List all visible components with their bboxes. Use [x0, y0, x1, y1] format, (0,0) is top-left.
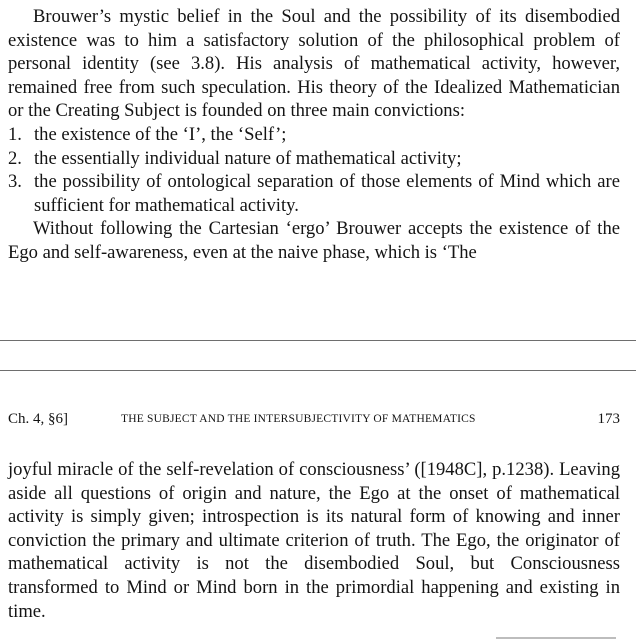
conviction-number: 1.: [8, 123, 22, 145]
top-paragraph-1: Brouwer’s mystic belief in the Soul and the possibility of its disembodied existence was to him a satisfactory solution of the philosophical problem of personal identity (see 3.8). His analysis of mathematical activity, however, remained free from such speculation. His theory of the Idealized Mathematician or the Creating Subject is founded on three main convictions:: [8, 6, 620, 122]
conviction-item: [8, 123, 620, 147]
conviction-number: 3.: [8, 171, 22, 193]
convictions-list: [8, 123, 620, 217]
conviction-text: the essentially individual nature of mathematical activity;: [34, 147, 462, 169]
conviction-number: 2.: [8, 147, 22, 169]
conviction-text: the possibility of ontological separation of those elements of Mind which are sufficient for mathematical activity.: [34, 171, 620, 216]
page-number: 173: [597, 411, 620, 427]
running-head-section: Ch. 4, §6]: [8, 411, 68, 427]
running-head: [8, 411, 620, 431]
cut-off-line-fragment: [496, 632, 616, 640]
conviction-item: [8, 147, 620, 171]
page-edge-line: [0, 340, 636, 341]
running-head-title: THE SUBJECT AND THE INTERSUBJECTIVITY OF MATHEMATICS: [121, 413, 476, 425]
top-page-text: [8, 5, 620, 265]
bottom-page-text: [8, 458, 620, 623]
top-paragraph-2: Without following the Cartesian ‘ergo’ Brouwer accepts the existence of the Ego and self-awareness, even at the naive phase, which is ‘The: [8, 218, 620, 263]
page-edge-line: [0, 370, 636, 371]
conviction-item: [8, 170, 620, 217]
bottom-paragraph-1: joyful miracle of the self-revelation of consciousness’ ([1948C], p.1238). Leaving aside all questions of origin and nature, the Ego at the onset of mathematical activity is simply given; introspection is its natural form of knowing and inner conviction the primary and ultimate criterion of truth. The Ego, the originator of mathematical activity is not the disembodied Soul, but Consciousness transformed to Mind or Mind born in the primordial happening and existing in time.: [8, 459, 620, 622]
conviction-text: the existence of the ‘I’, the ‘Self’;: [34, 123, 287, 145]
page-break-gap: [0, 340, 636, 372]
